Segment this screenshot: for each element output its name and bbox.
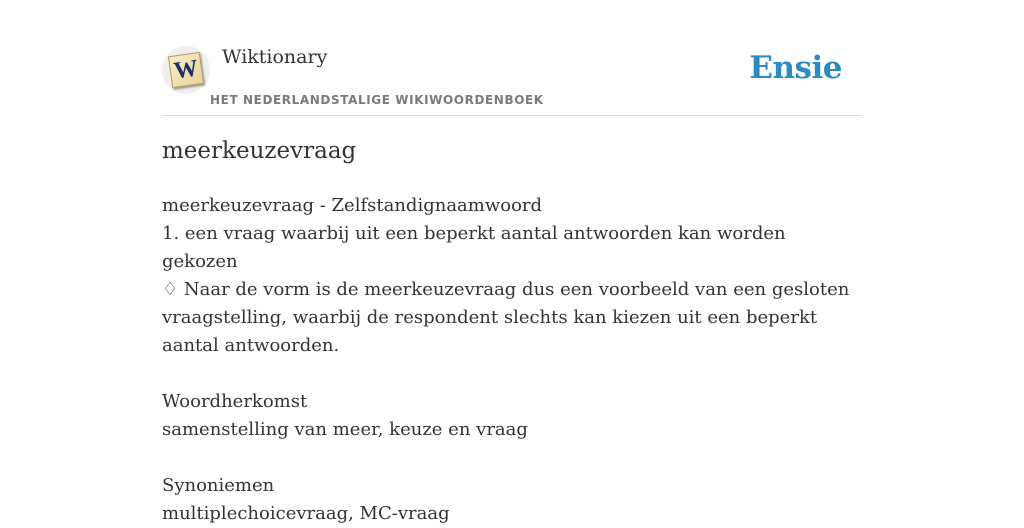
word-type: meerkeuzevraag - Zelfstandignaamwoord [162,195,543,216]
entry-content [162,192,862,528]
synonyms-text: multiplechoicevraag, MC-vraag [162,503,450,524]
ensie-brand-link[interactable]: Ensie [749,50,842,86]
etymology-heading: Woordherkomst [162,391,308,412]
etymology-text: samenstelling van meer, keuze en vraag [162,419,528,440]
example-sentence: ♢ Naar de vorm is de meerkeuzevraag dus een voorbeeld van een gesloten vraagstelling, waarbij de respondent slechts kan kiezen uit een beperkt aantal antwoorden. [162,279,850,356]
header-divider [162,115,862,116]
spacer [162,444,862,472]
definition: 1. een vraag waarbij uit een beperkt aantal antwoorden kan worden gekozen [162,223,786,272]
spacer [162,360,862,388]
synonyms-heading: Synoniemen [162,475,275,496]
page-title: meerkeuzevraag [162,138,357,164]
wiktionary-logo[interactable] [162,46,210,94]
wiktionary-tile-icon: W [168,52,204,88]
site-name[interactable]: Wiktionary [222,46,328,68]
site-tagline: HET NEDERLANDSTALIGE WIKIWOORDENBOEK [210,93,544,107]
